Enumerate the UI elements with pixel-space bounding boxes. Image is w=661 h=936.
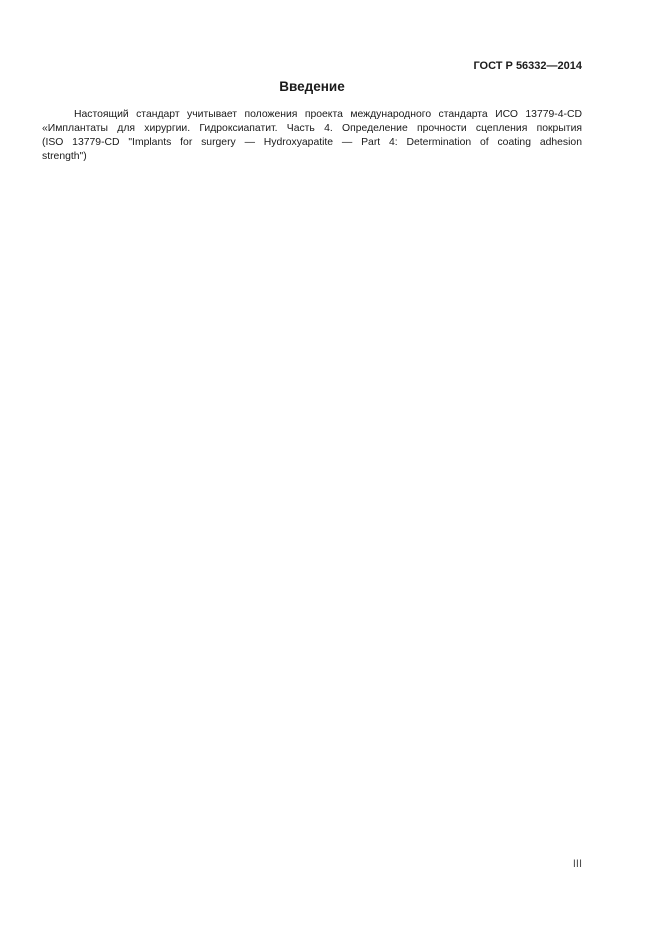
section-title: Введение xyxy=(279,79,345,94)
page-number: III xyxy=(572,858,582,870)
paragraph-line: Настоящий стандарт учитывает положения проекта международного стандарта ИСО 13779-4-CD xyxy=(74,109,582,120)
paragraph-line: strength") xyxy=(42,151,87,162)
doc-number: ГОСТ Р 56332—2014 xyxy=(473,60,582,72)
intro-paragraph xyxy=(42,108,582,164)
paragraph-line: «Имплантаты для хирургии. Гидроксиапатит. Часть 4. Определение прочности сцепления покрытия xyxy=(42,123,582,134)
paragraph-line: (ISO 13779-CD "Implants for surgery — Hydroxyapatite — Part 4: Determination of coating adhesion xyxy=(42,137,582,148)
